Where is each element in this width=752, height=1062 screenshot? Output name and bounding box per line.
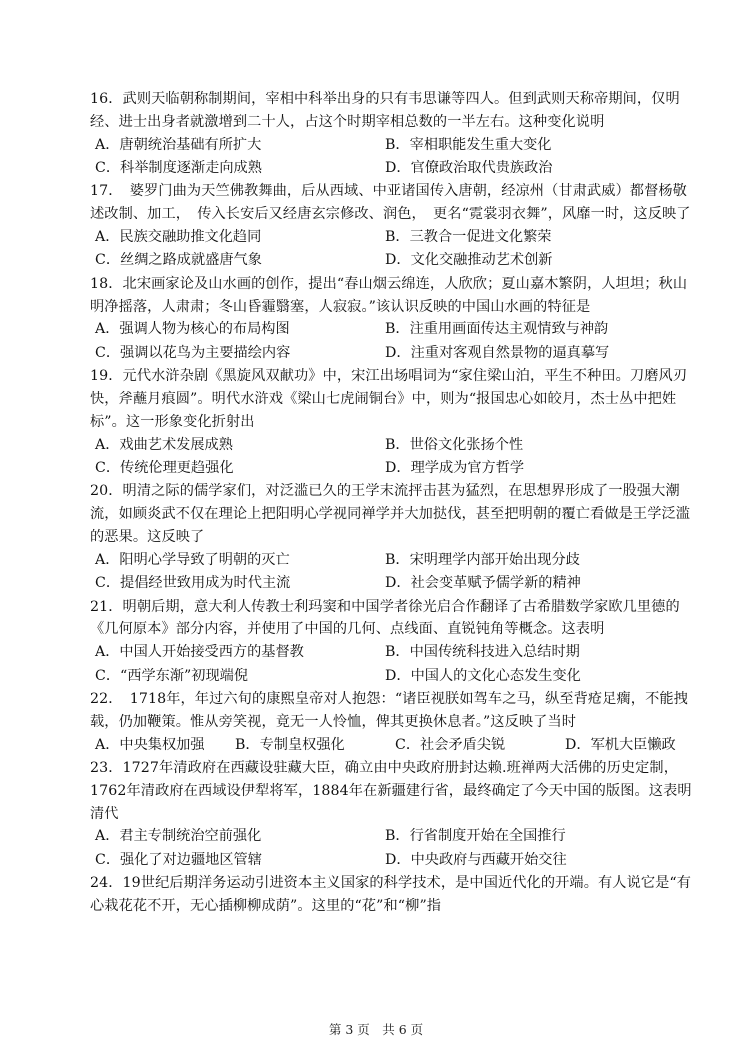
- option-d: D．文化交融推动艺术创新: [385, 252, 553, 269]
- question-stem: 24．19世纪后期洋务运动引进资本主义国家的科学技术，是中国近代化的开端。有人说它是“有心栽花花不开，无心插柳柳成荫”。这里的“花”和“柳”指: [90, 875, 692, 915]
- question-stem: 20．明清之际的儒学家们，对泛滥已久的王学末流抨击甚为猛烈，在思想界形成了一股强大潮流，如顾炎武不仅在理论上把阳明心学视同禅学并大加挞伐，甚至把明朝的覆亡看做是王学泛滥的恶果。这反映了: [90, 483, 691, 546]
- option-c: C．“西学东渐”初现端倪: [95, 667, 249, 684]
- options-grid: [90, 226, 696, 273]
- question-16: [90, 88, 696, 180]
- question-stem: 21．明朝后期，意大利人传教士利玛窦和中国学者徐光启合作翻译了古希腊数学家欧几里德的《几何原本》部分内容，并使用了中国的几何、点线面、直锐钝角等概念。这表明: [90, 598, 680, 638]
- option-a: A．中央集权加强: [95, 736, 205, 753]
- option-c: C．社会矛盾尖锐: [395, 736, 506, 753]
- option-b: B．中国传统科技进入总结时期: [385, 644, 580, 661]
- question-21: [90, 596, 696, 688]
- question-stem: 22． 1718年，年过六旬的康熙皇帝对人抱怨：“诸臣视朕如驾车之马，纵至背疮足瘸，不能拽载，仍加鞭策。惟从旁笑视，竟无一人怜恤，俾其更换休息者。”这反映了当时: [90, 691, 688, 730]
- options-grid: [90, 825, 696, 872]
- option-c: C．传统伦理更趋强化: [95, 460, 234, 477]
- option-c: C．提倡经世致用成为时代主流: [95, 575, 291, 592]
- question-stem: 18．北宋画家论及山水画的创作，提出“春山烟云绵连，人欣欣；夏山嘉木繁阴，人坦坦；秋山明净摇落，人肃肃；冬山昏霾翳塞，人寂寂。”该认识反映的中国山水画的特征是: [90, 275, 688, 315]
- option-a: A．阳明心学导致了明朝的灭亡: [95, 551, 290, 568]
- question-22: [90, 688, 696, 757]
- option-d: D．理学成为官方哲学: [385, 460, 525, 477]
- options-row: [90, 734, 696, 757]
- question-17: [90, 180, 696, 272]
- options-grid: [90, 434, 696, 481]
- option-c: C．强化了对边疆地区管辖: [95, 851, 262, 868]
- option-d: D．注重对客观自然景物的逼真摹写: [385, 344, 610, 361]
- option-d: D．官僚政治取代贵族政治: [385, 160, 553, 176]
- option-a: A．民族交融助推文化趋同: [95, 229, 262, 245]
- options-grid: [90, 641, 696, 688]
- question-18: [90, 273, 696, 365]
- options-grid: [90, 134, 696, 181]
- option-a: A．唐朝统治基础有所扩大: [95, 136, 262, 153]
- option-d: D．中央政府与西藏开始交往: [385, 851, 567, 868]
- option-b: B．专制皇权强化: [235, 736, 345, 753]
- option-a: A．君主专制统治空前强化: [95, 828, 262, 845]
- question-23: [90, 757, 696, 872]
- question-20: [90, 480, 696, 595]
- option-c: C．强调以花鸟为主要描绘内容: [95, 344, 291, 361]
- question-stem: 23．1727年清政府在西藏设驻藏大臣，确立由中央政府册封达赖.班禅两大活佛的历史定制，1762年清政府在西域设伊犁将军，1884年在新疆建行省，最终确定了今天中国的版图。这表明清代: [90, 760, 692, 822]
- option-b: B．注重用画面传达主观情致与神韵: [385, 321, 609, 338]
- option-b: B．世俗文化张扬个性: [385, 436, 524, 453]
- options-grid: [90, 318, 696, 365]
- option-a: A．戏曲艺术发展成熟: [95, 436, 233, 453]
- option-b: B．宋明理学内部开始出现分歧: [385, 551, 580, 568]
- option-a: A．中国人开始接受西方的基督教: [95, 644, 304, 661]
- question-stem: 17． 婆罗门曲为天竺佛教舞曲，后从西域、中亚诸国传入唐朝，经凉州（甘肃武威）都督杨敬述改制、加工， 传入长安后又经唐玄宗修改、润色， 更名“霓裳羽衣舞”，风靡一时，这反映了: [90, 183, 691, 223]
- option-d: D．军机大臣懒政: [565, 736, 676, 753]
- question-19: [90, 365, 696, 480]
- options-grid: [90, 549, 696, 596]
- option-b: B．宰相职能发生重大变化: [385, 136, 552, 153]
- page-number-footer: 第 3 页 共 6 页: [328, 1022, 424, 1037]
- question-stem: 16．武则天临朝称制期间，宰相中科举出身的只有韦思谦等四人。但到武则天称帝期间，仅明经、进士出身者就激增到二十人，占这个时期宰相总数的一半左右。这种变化说明: [90, 91, 680, 130]
- option-b: B．三教合一促进文化繁荣: [385, 229, 552, 245]
- question-24: [90, 872, 696, 918]
- question-list: [90, 88, 696, 918]
- option-b: B．行省制度开始在全国推行: [385, 828, 566, 845]
- option-c: C．丝绸之路成就盛唐气象: [95, 252, 262, 269]
- option-d: D．社会变革赋予儒学新的精神: [385, 575, 581, 592]
- option-c: C．科举制度逐渐走向成熟: [95, 160, 262, 176]
- question-stem: 19．元代水浒杂剧《黑旋风双献功》中，宋江出场唱词为“家住梁山泊，平生不种田。刀磨风刃快，斧蘸月痕圆”。明代水浒戏《梁山七虎闹铜台》中，则为“报国忠心如皎月，杰士丛中把姓标”。这一形象变化折射出: [90, 368, 688, 430]
- option-a: A．强调人物为核心的布局构图: [95, 321, 290, 338]
- option-d: D．中国人的文化心态发生变化: [385, 667, 581, 684]
